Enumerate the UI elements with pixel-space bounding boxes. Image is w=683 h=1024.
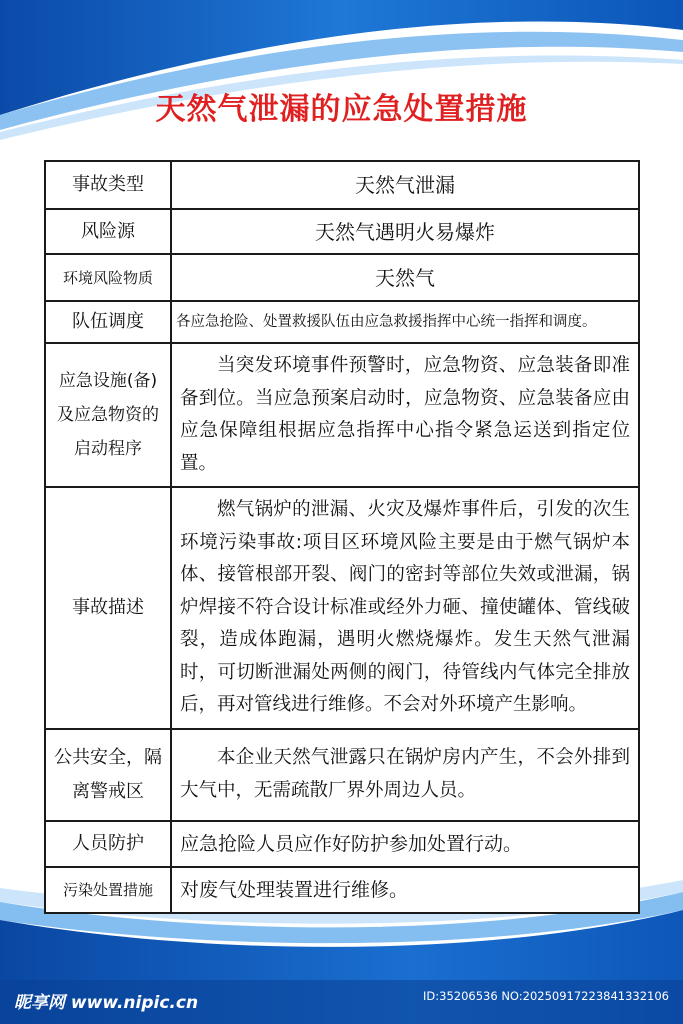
table-row	[45, 301, 639, 343]
row-label: 环境风险物质	[45, 254, 171, 301]
table-row	[45, 161, 639, 209]
row-value: 燃气锅炉的泄漏、火灾及爆炸事件后，引发的次生环境污染事故:项目区环境风险主要是由于燃气锅炉本体、接管根部开裂、阀门的密封等部位失效或泄漏，锅炉焊接不符合设计标准或经外力砸、撞使罐体、管线破裂，造成体跑漏，遇明火燃烧爆炸。发生天然气泄漏时，可切断泄漏处两侧的阀门，待管线内气体完全排放后，再对管线进行维修。不会对外环境产生影响。	[171, 487, 639, 729]
table-row	[45, 209, 639, 254]
table-row	[45, 729, 639, 821]
table-row	[45, 867, 639, 913]
row-value: 天然气	[171, 254, 639, 301]
table-row	[45, 821, 639, 867]
table-row	[45, 254, 639, 301]
row-label: 事故类型	[45, 161, 171, 209]
measures-table	[44, 160, 640, 914]
watermark-logo: 昵享网 www.nipic.cn	[14, 993, 199, 1013]
page-title: 天然气泄漏的应急处置措施	[155, 92, 528, 127]
row-value: 本企业天然气泄露只在锅炉房内产生，不会外排到大气中，无需疏散厂界外周边人员。	[171, 729, 639, 821]
row-value: 天然气遇明火易爆炸	[171, 209, 639, 254]
image-id-text: ID:35206536 NO:20250917223841332106	[423, 989, 669, 1003]
row-value: 当突发环境事件预警时，应急物资、应急装备即准备到位。当应急预案启动时，应急物资、应急装备应由应急保障组根据应急指挥中心指令紧急运送到指定位置。	[171, 343, 639, 487]
row-value: 应急抢险人员应作好防护参加处置行动。	[171, 821, 639, 867]
table-row	[45, 343, 639, 487]
row-label: 公共安全，隔离警戒区	[45, 729, 171, 821]
row-label: 队伍调度	[45, 301, 171, 343]
row-label: 污染处置措施	[45, 867, 171, 913]
row-label: 事故描述	[45, 487, 171, 729]
row-value: 天然气泄漏	[171, 161, 639, 209]
row-value: 对废气处理装置进行维修。	[171, 867, 639, 913]
row-label: 应急设施(备)及应急物资的启动程序	[45, 343, 171, 487]
table-row	[45, 487, 639, 729]
row-value: 各应急抢险、处置救援队伍由应急救援指挥中心统一指挥和调度。	[171, 301, 639, 343]
row-label: 风险源	[45, 209, 171, 254]
row-label: 人员防护	[45, 821, 171, 867]
